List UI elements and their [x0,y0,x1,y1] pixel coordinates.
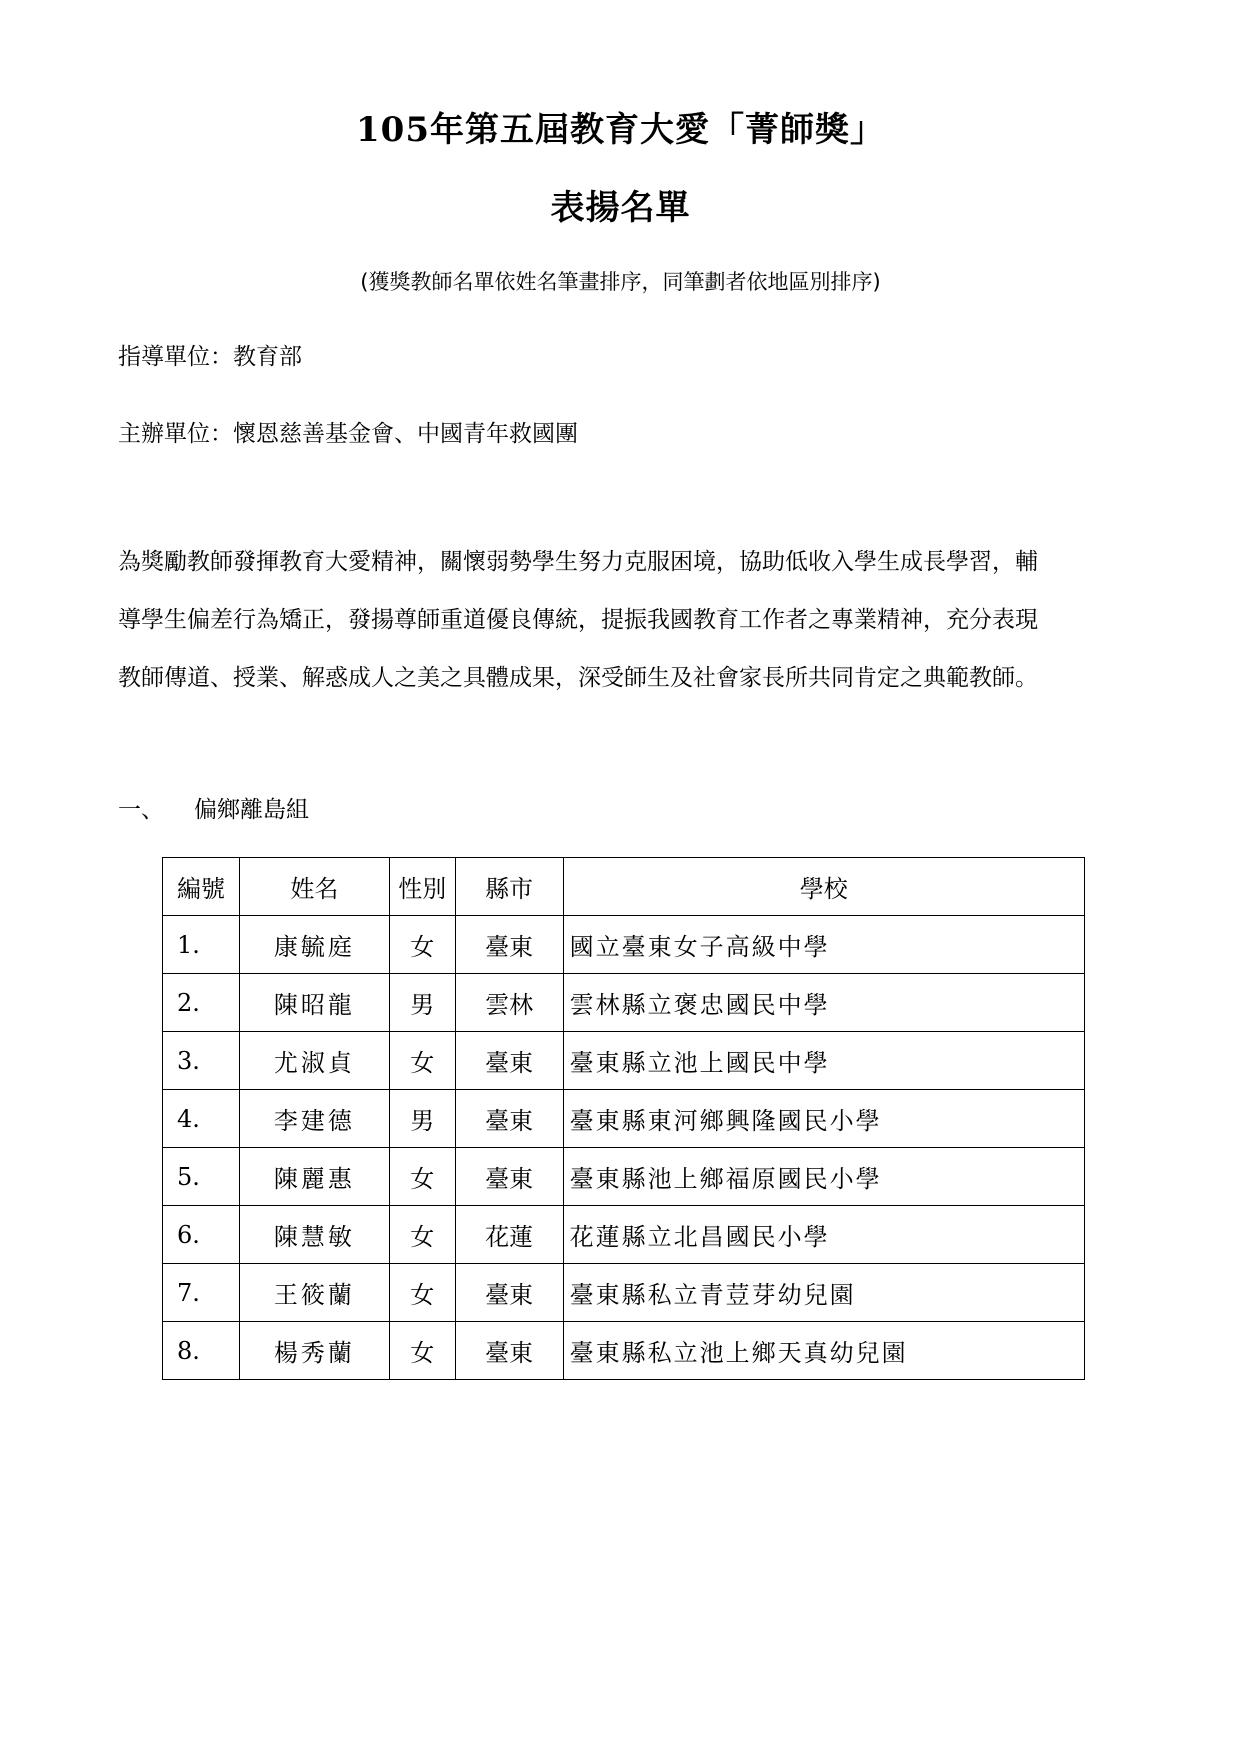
cell-number: 5. [163,1148,240,1206]
cell-city: 臺東 [455,1090,563,1148]
header-school: 學校 [563,858,1084,916]
cell-number: 7. [163,1264,240,1322]
cell-gender: 女 [389,1032,455,1090]
guidance-unit: 指導單位：教育部 [118,344,302,370]
table-row [163,1148,1085,1206]
table-row [163,1264,1085,1322]
section-title: 偏鄉離島組 [194,797,309,823]
cell-city: 雲林 [455,974,563,1032]
cell-school: 雲林縣立褒忠國民中學 [563,974,1084,1032]
header-name: 姓名 [239,858,389,916]
cell-gender: 女 [389,916,455,974]
cell-school: 花蓮縣立北昌國民小學 [563,1206,1084,1264]
cell-school: 臺東縣私立青荳芽幼兒園 [563,1264,1084,1322]
header-gender: 性別 [389,858,455,916]
cell-school: 臺東縣東河鄉興隆國民小學 [563,1090,1084,1148]
intro-line: 導學生偏差行為矯正，發揚尊師重道優良傳統，提振我國教育工作者之專業精神，充分表現 [118,607,1038,633]
cell-name: 李建德 [239,1090,389,1148]
cell-gender: 男 [389,1090,455,1148]
organizer-unit: 主辦單位：懷恩慈善基金會、中國青年救國團 [118,421,578,447]
cell-number: 1. [163,916,240,974]
cell-gender: 女 [389,1206,455,1264]
cell-name: 陳昭龍 [239,974,389,1032]
page-title: 105年第五屆教育大愛「菁師獎」 [356,110,885,150]
table-row [163,1322,1085,1380]
cell-city: 花蓮 [455,1206,563,1264]
cell-number: 3. [163,1032,240,1090]
cell-city: 臺東 [455,1322,563,1380]
section-heading [118,791,309,824]
table-row [163,974,1085,1032]
table-header-row [163,858,1085,916]
cell-city: 臺東 [455,916,563,974]
cell-gender: 女 [389,1148,455,1206]
page-subtitle-title: 表揚名單 [550,188,691,228]
table-row [163,1090,1085,1148]
cell-number: 2. [163,974,240,1032]
table-row [163,916,1085,974]
cell-gender: 女 [389,1322,455,1380]
header-city: 縣市 [455,858,563,916]
table-row [163,1206,1085,1264]
cell-name: 陳麗惠 [239,1148,389,1206]
intro-line: 教師傳道、授業、解惑成人之美之具體成果，深受師生及社會家長所共同肯定之典範教師。 [118,665,1038,691]
cell-name: 尤淑貞 [239,1032,389,1090]
cell-number: 4. [163,1090,240,1148]
table-row [163,1032,1085,1090]
cell-number: 8. [163,1322,240,1380]
cell-gender: 女 [389,1264,455,1322]
header-number: 編號 [163,858,240,916]
cell-name: 王筱蘭 [239,1264,389,1322]
cell-school: 國立臺東女子高級中學 [563,916,1084,974]
intro-paragraph [118,533,1128,707]
cell-name: 康毓庭 [239,916,389,974]
intro-line: 為獎勵教師發揮教育大愛精神，關懷弱勢學生努力克服困境，協助低收入學生成長學習，輔 [118,549,1038,575]
cell-name: 陳慧敏 [239,1206,389,1264]
cell-school: 臺東縣立池上國民中學 [563,1032,1084,1090]
sorting-note: (獲獎教師名單依姓名筆畫排序，同筆劃者依地區別排序) [360,270,881,294]
cell-city: 臺東 [455,1264,563,1322]
cell-city: 臺東 [455,1148,563,1206]
section-number: 一、 [118,797,164,823]
cell-city: 臺東 [455,1032,563,1090]
cell-school: 臺東縣私立池上鄉天真幼兒園 [563,1322,1084,1380]
awardee-table [162,857,1085,1380]
cell-name: 楊秀蘭 [239,1322,389,1380]
cell-number: 6. [163,1206,240,1264]
cell-gender: 男 [389,974,455,1032]
cell-school: 臺東縣池上鄉福原國民小學 [563,1148,1084,1206]
